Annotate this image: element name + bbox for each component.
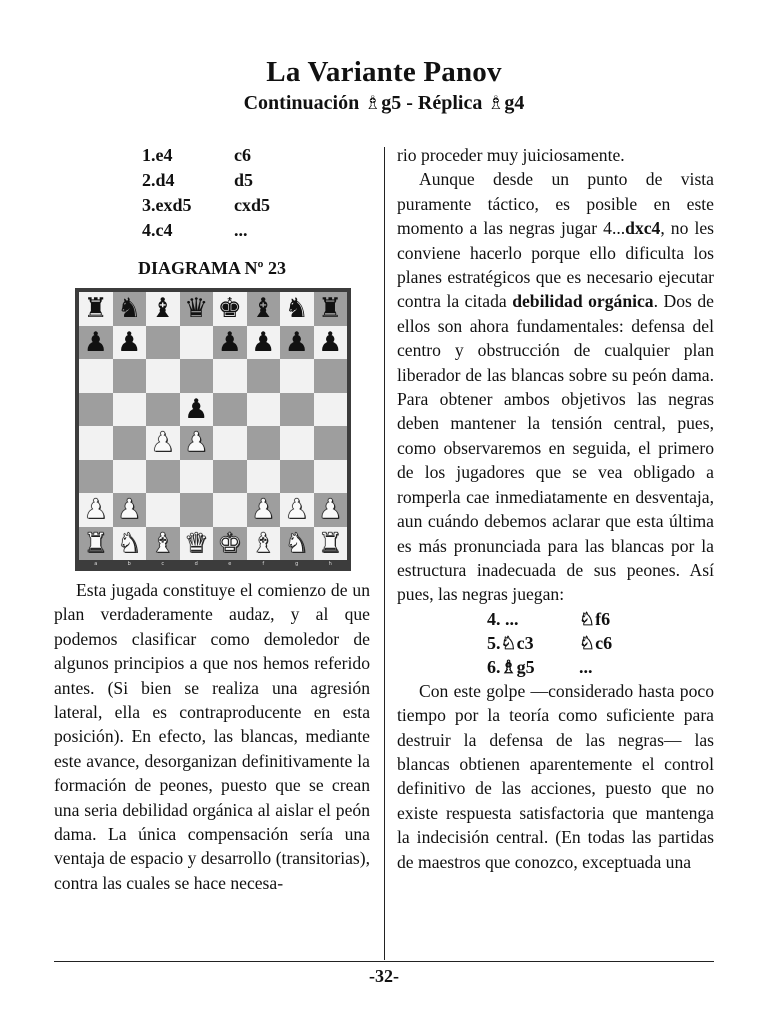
paragraph-text: , no les conviene hacerlo porque ello dificulta los planes estratégicos que es necesario ejecutar contra la citada [397,218,714,312]
black-knight-icon: ♞ [284,293,309,325]
white-bishop-icon [251,527,276,559]
file-label: d [194,561,198,567]
body-paragraph: rio proceder muy juiciosamente. [397,145,625,165]
subtitle-text-2: g5 - Réplica [381,92,488,114]
white-king-glyph: ♚ [217,527,242,559]
black-pawn-icon: ♟ [284,326,309,358]
board-square [247,527,281,561]
chess-diagram [75,288,351,571]
black-move: d5 [234,170,254,190]
body-paragraph: Con este golpe —considerado hasta poco tiempo por la teoría como suficiente para destruir la defensa de las negras— las blancas obtienen aparentemente el control definitivo de las acciones, puesto que no existe respuesta satisfactoria que mantenga la indecisión central. (En todas las partidas de maestros que conozco, exceptuada una [397,680,714,872]
board-square [213,493,247,527]
board-square [146,493,180,527]
paragraph-text: . Dos de ellos son ahora fundamentales: defensa del centro y obstrucción de cualquier plan liberador de las blancas sobre su peón dama. Para obtener ambos objetivos las negras deben mantener la tensión central, pues, como observaremos en seguida, el primero de los jugadores que se vea obligado a romperla cae inmediatamente en desventaja, aun cuándo debemos aclarar que esta última es más pronunciada para las blancas por la estructura inadecuada de sus peones. Así pues, las negras juegan: [397,291,714,605]
black-pawn-icon: ♟ [117,326,142,358]
page-subtitle [0,92,768,115]
white-king-icon [217,527,242,559]
board-square [314,460,348,494]
board-square [180,359,214,393]
diagram-title: DIAGRAMA Nº 23 [138,258,286,278]
subtitle-text-3: g4 [504,92,525,114]
white-rook-icon [318,527,343,559]
white-rook-glyph: ♜ [318,527,343,559]
white-pawn-glyph: ♟ [251,494,276,526]
board-square [79,527,113,561]
board-square [79,359,113,393]
file-labels [79,561,347,570]
white-move: 4.c4 [142,220,173,240]
white-move: 4. ... [487,608,519,629]
board-square [213,292,247,326]
board-square [113,393,147,427]
board-square [280,359,314,393]
black-knight-icon: ♞ [117,293,142,325]
black-move: c6 [234,145,251,165]
body-paragraph: Esta jugada constituye el comienzo de un plan verdaderamente audaz, y al que podemos clasificar como demoledor de algunos principios a que nos hemos referido antes. (Si bien se realiza una agresión lateral, ella es contraproducente en esta posición). En efecto, las blancas, mediante este avance, desorganizan definitivamente la formación de peones, puesto que se crean una seria debilidad orgánica al aislar el peón dama. La única compensación sería una ventaja de espacio y desarrollo (transitorias), contra las cuales se hace necesa- [54,580,370,893]
board-square [146,359,180,393]
opening-moves [142,143,370,243]
white-pawn-icon [150,427,175,459]
page-title: La Variante Panov [266,56,502,88]
board-square [247,326,281,360]
file-label: e [228,561,232,567]
board-square [79,460,113,494]
board-square [314,359,348,393]
board-square [180,527,214,561]
white-rook-glyph: ♜ [83,527,108,559]
white-pawn-glyph: ♟ [150,427,175,459]
board-square [314,326,348,360]
board-square [79,426,113,460]
board-square [247,292,281,326]
white-pawn-icon [251,494,276,526]
footer-rule [54,961,714,962]
chess-board [79,292,347,560]
white-pawn-glyph: ♟ [83,494,108,526]
body-paragraph [397,167,714,606]
board-square [180,460,214,494]
move-row [487,655,714,679]
file-label: h [328,561,332,567]
move-row [142,218,370,243]
board-square [79,326,113,360]
file-label: g [295,561,299,567]
white-pawn-icon [318,494,343,526]
move-row [142,193,370,218]
white-pawn-icon [184,427,209,459]
white-rook-icon [83,527,108,559]
page-number: -32- [369,966,399,986]
board-square [213,460,247,494]
move-row [142,143,370,168]
black-bishop-icon: ♝ [150,293,175,325]
board-square [247,393,281,427]
board-square [314,393,348,427]
left-column [54,143,370,895]
file-label: a [94,561,98,567]
board-square [314,493,348,527]
board-square [314,426,348,460]
board-square [180,393,214,427]
black-move: ♘c6 [579,632,613,653]
board-square [280,493,314,527]
board-square [113,493,147,527]
board-square [180,426,214,460]
bishop-icon: ♗ [364,93,382,114]
board-square [280,426,314,460]
white-knight-glyph: ♞ [284,527,309,559]
white-move: 3.exd5 [142,195,192,215]
right-column [397,143,714,874]
black-move: ♘f6 [579,608,611,629]
file-label: c [161,561,165,567]
board-square [180,292,214,326]
board-square [213,527,247,561]
board-square [113,326,147,360]
black-king-icon: ♚ [217,293,242,325]
white-pawn-icon [117,494,142,526]
board-square [247,460,281,494]
white-knight-icon [284,527,309,559]
board-square [280,393,314,427]
column-divider [384,147,385,960]
subtitle-text-1: Continuación [243,92,365,114]
move-row [142,168,370,193]
white-bishop-icon [150,527,175,559]
board-square [146,426,180,460]
black-queen-icon: ♛ [184,293,209,325]
move-notation: dxc4 [625,218,661,239]
white-pawn-icon [83,494,108,526]
bishop-icon: ♗ [487,93,505,114]
board-square [180,326,214,360]
emphasis-text: debilidad orgánica [512,291,654,312]
board-square [280,326,314,360]
board-square [213,426,247,460]
move-row [487,607,714,631]
file-label: f [262,561,265,567]
white-pawn-glyph: ♟ [318,494,343,526]
black-bishop-icon: ♝ [251,293,276,325]
white-move: 1.e4 [142,145,173,165]
board-square [247,426,281,460]
board-square [146,292,180,326]
board-square [79,292,113,326]
black-pawn-icon: ♟ [83,326,108,358]
board-square [213,393,247,427]
board-square [180,493,214,527]
board-square [247,493,281,527]
board-square [280,292,314,326]
board-square [79,393,113,427]
black-pawn-icon: ♟ [251,326,276,358]
black-move: cxd5 [234,195,270,215]
black-pawn-icon: ♟ [184,393,209,425]
white-pawn-glyph: ♟ [117,494,142,526]
board-square [113,359,147,393]
white-queen-glyph: ♛ [184,527,209,559]
board-square [247,359,281,393]
white-knight-glyph: ♞ [117,527,142,559]
board-square [113,292,147,326]
black-move: ... [234,220,248,240]
white-move: 2.d4 [142,170,175,190]
white-move: 6.♗g5 [487,656,535,677]
board-square [314,527,348,561]
board-square [213,326,247,360]
board-square [113,527,147,561]
board-square [79,493,113,527]
file-label: b [127,561,131,567]
board-square [314,292,348,326]
white-knight-icon [117,527,142,559]
board-square [113,460,147,494]
board-square [213,359,247,393]
board-square [113,426,147,460]
black-move: ... [579,656,593,677]
white-pawn-glyph: ♟ [184,427,209,459]
board-square [146,393,180,427]
white-pawn-icon [284,494,309,526]
board-square [280,527,314,561]
black-pawn-icon: ♟ [217,326,242,358]
white-move: 5.♘c3 [487,632,534,653]
continuation-moves [487,607,714,679]
white-queen-icon [184,527,209,559]
black-pawn-icon: ♟ [318,326,343,358]
board-square [146,527,180,561]
black-rook-icon: ♜ [318,293,343,325]
white-pawn-glyph: ♟ [284,494,309,526]
move-row [487,631,714,655]
paragraph-text: Aunque desde un punto de vista puramente táctico, es posible en este momento a las negras jugar 4... [397,169,714,239]
board-square [146,460,180,494]
board-square [146,326,180,360]
black-rook-icon: ♜ [83,293,108,325]
board-square [280,460,314,494]
white-bishop-glyph: ♝ [251,527,276,559]
white-bishop-glyph: ♝ [150,527,175,559]
